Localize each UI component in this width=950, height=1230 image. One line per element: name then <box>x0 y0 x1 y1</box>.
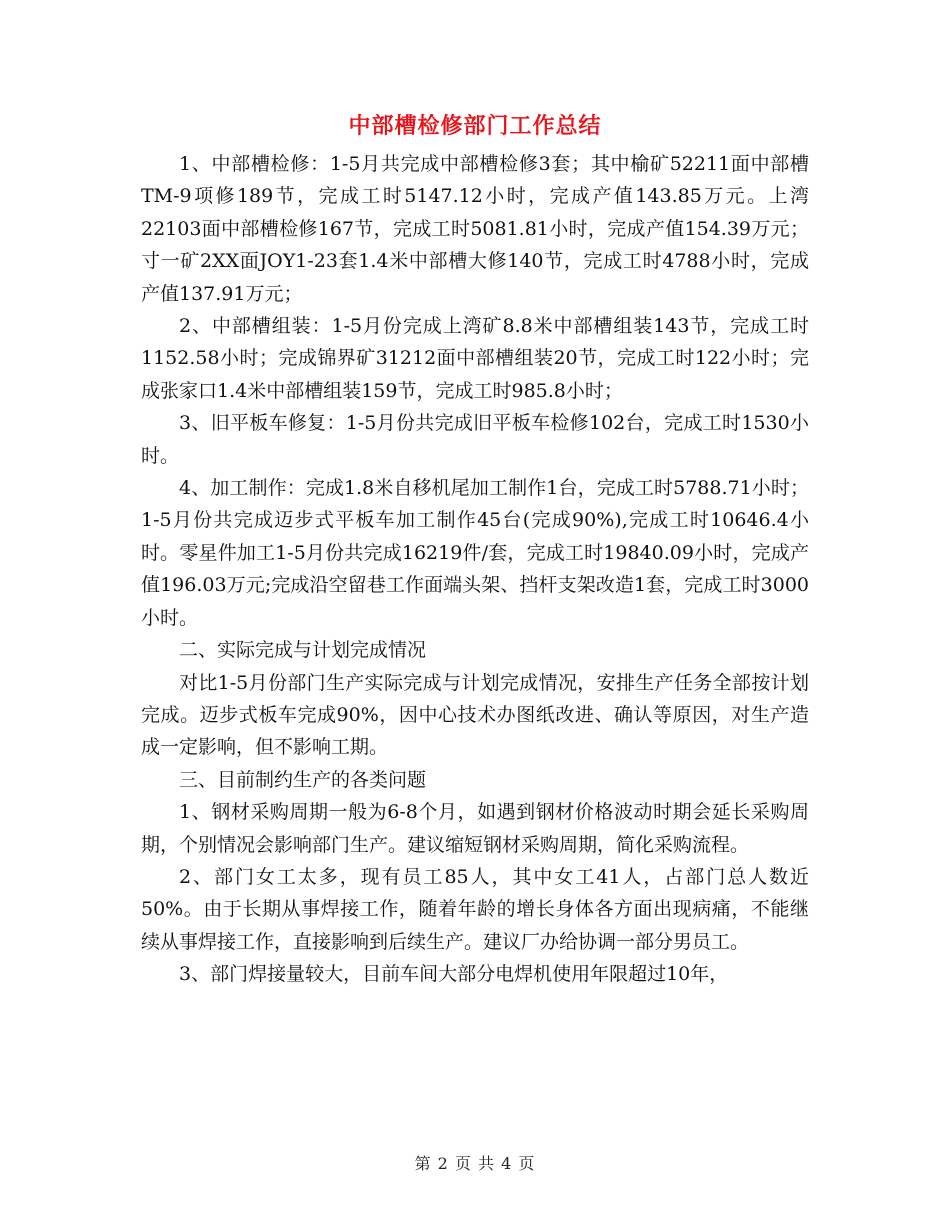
paragraph-9: 2、部门女工太多，现有员工85人，其中女工41人，占部门总人数近50%。由于长期从事焊接工作，随着年龄的增长身体各方面出现病痛，不能继续从事焊接工作，直接影响到后续生产。建议厂办给协调一部分男员工。 <box>141 865 809 953</box>
page-footer: 第 2 页 共 4 页 <box>414 1154 536 1173</box>
paragraph-3: 3、旧平板车修复：1-5月份共完成旧平板车检修102台，完成工时1530小时。 <box>141 412 809 467</box>
paragraph-8: 1、钢材采购周期一般为6-8个月，如遇到钢材价格波动时期会延长采购周期，个别情况会影响部门生产。建议缩短钢材采购周期，简化采购流程。 <box>141 801 809 856</box>
document-body <box>141 148 809 991</box>
section-heading-3: 三、目前制约生产的各类问题 <box>179 768 427 791</box>
paragraph-10: 3、部门焊接量较大，目前车间大部分电焊机使用年限超过10年， <box>179 963 729 986</box>
paragraph-6: 对比1-5月份部门生产实际完成与计划完成情况，安排生产任务全部按计划完成。迈步式板车完成90%，因中心技术办图纸改进、确认等原因，对生产造成一定影响，但不影响工期。 <box>141 671 809 759</box>
section-heading-2: 二、实际完成与计划完成情况 <box>179 639 427 662</box>
document-title: 中部槽检修部门工作总结 <box>348 113 602 139</box>
paragraph-1: 1、中部槽检修：1-5月共完成中部槽检修3套；其中榆矿52211面中部槽TM-9项修189节，完成工时5147.12小时，完成产值143.85万元。上湾22103面中部槽检修167节，完成工时5081.81小时，完成产值154.39万元；寸一矿2XX面JOY1-23套1.4米中部槽大修140节，完成工时4788小时，完成产值137.91万元； <box>141 153 809 305</box>
paragraph-2: 2、中部槽组装：1-5月份完成上湾矿8.8米中部槽组装143节，完成工时1152.58小时；完成锦界矿31212面中部槽组装20节，完成工时122小时；完成张家口1.4米中部槽组装159节，完成工时985.8小时； <box>141 315 809 402</box>
paragraph-4: 4、加工制作：完成1.8米自移机尾加工制作1台，完成工时5788.71小时；1-5月份共完成迈步式平板车加工制作45台(完成90%),完成工时10646.4小时。零星件加工1-5月份共完成16219件/套，完成工时19840.09小时，完成产值196.03万元;完成沿空留巷工作面端头架、挡杆支架改造1套，完成工时3000小时。 <box>141 477 809 629</box>
